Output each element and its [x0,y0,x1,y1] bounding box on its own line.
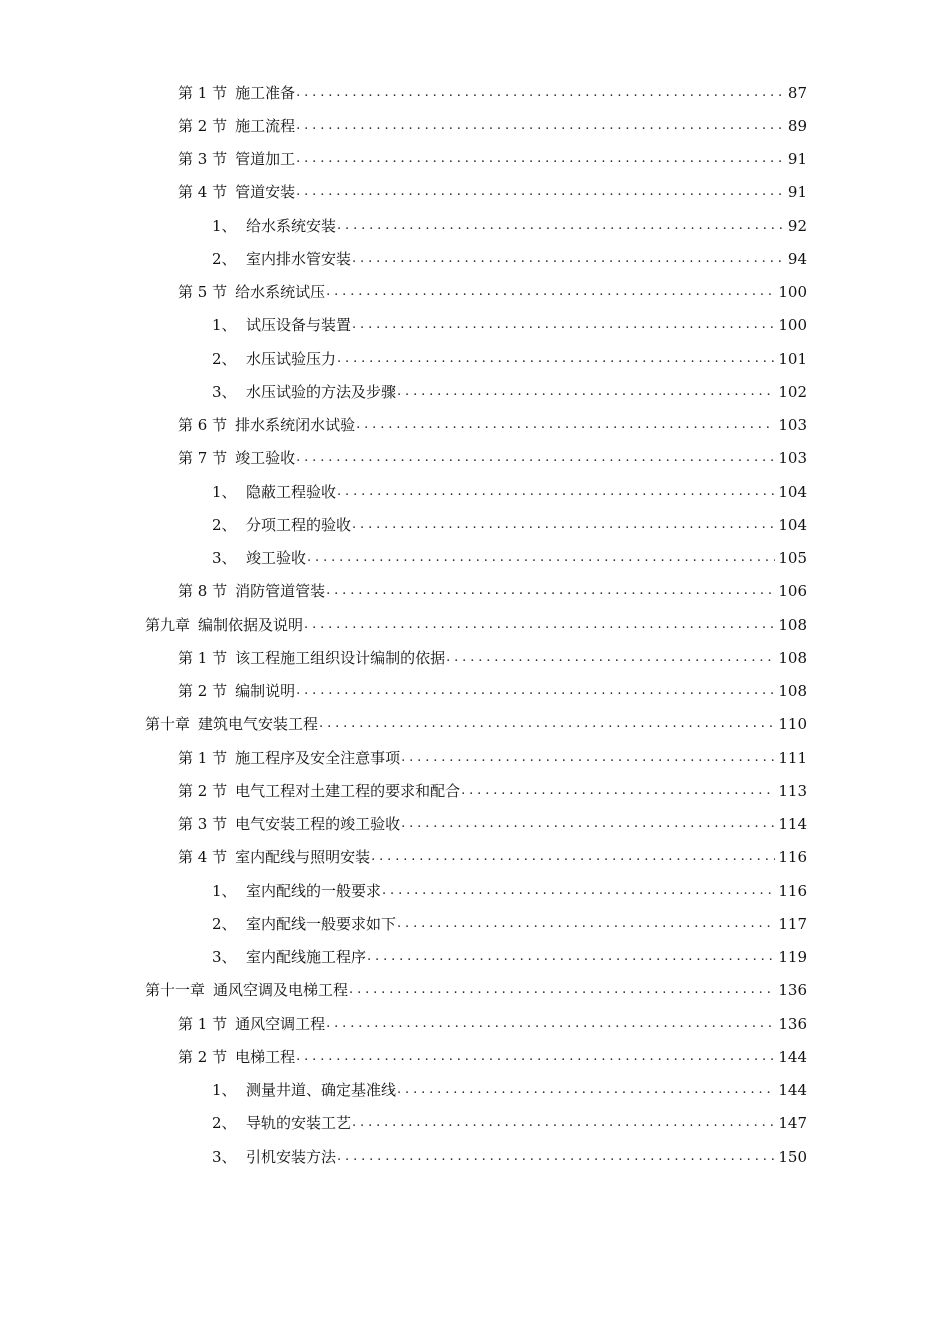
toc-entry-label [212,548,306,568]
toc-entry-label [212,349,336,369]
toc-section-entry[interactable] [0,442,950,475]
toc-subsection-entry[interactable] [0,375,950,408]
toc-section-entry[interactable] [0,409,950,442]
toc-entry-title: 导轨的安装工艺 [246,1114,352,1133]
toc-entry-title: 竣工验收 [235,449,296,468]
toc-entry-label [178,814,400,834]
toc-entry-number: 2、 [212,349,237,368]
toc-entry-title: 电气工程对土建工程的要求和配合 [235,781,461,800]
toc-section-entry[interactable] [0,1040,950,1073]
toc-page-number: 103 [778,449,807,468]
toc-entry-title: 给水系统试压 [235,283,326,302]
toc-section-entry[interactable] [0,641,950,674]
toc-dot-leader [296,83,785,103]
toc-page-number: 144 [778,1047,807,1066]
toc-page-number: 103 [778,416,807,435]
toc-entry-title: 试压设备与装置 [246,316,352,335]
toc-entry-number: 2、 [212,914,237,933]
toc-page-number: 104 [778,515,807,534]
toc-entry-title: 编制依据及说明 [198,615,304,634]
toc-dot-leader [326,581,775,601]
toc-entry-title: 编制说明 [235,682,296,701]
toc-entry-label [178,847,370,867]
toc-entry-title: 水压试验压力 [246,349,337,368]
toc-page-number: 102 [778,382,807,401]
toc-entry-number: 3、 [212,382,237,401]
toc-entry-label [178,83,295,103]
toc-entry-label [178,116,295,136]
toc-page-number: 147 [778,1114,807,1133]
toc-entry-label [178,1047,295,1067]
toc-entry-label [212,1080,396,1100]
toc-section-entry[interactable] [0,741,950,774]
toc-entry-label [178,182,295,202]
toc-entry-number: 第 1 节 [178,1014,228,1033]
toc-entry-title: 室内排水管安装 [246,249,352,268]
toc-page-number: 91 [787,150,807,169]
toc-subsection-entry[interactable] [0,1074,950,1107]
toc-entry-title: 电梯工程 [235,1047,296,1066]
toc-entry-number: 第 2 节 [178,781,228,800]
toc-entry-label [212,382,396,402]
toc-entry-label [212,515,351,535]
toc-entry-number: 1、 [212,881,237,900]
toc-entry-number: 第 1 节 [178,83,228,102]
toc-entry-title: 管道加工 [235,150,296,169]
toc-entry-title: 施工准备 [235,83,296,102]
toc-page-number: 113 [778,781,807,800]
toc-entry-label [178,748,400,768]
toc-entry-title: 分项工程的验收 [246,515,352,534]
toc-dot-leader [367,947,775,967]
toc-chapter-entry[interactable] [0,608,950,641]
toc-subsection-entry[interactable] [0,475,950,508]
toc-entry-number: 第 1 节 [178,748,228,767]
toc-entry-label [212,482,336,502]
toc-entry-title: 室内配线的一般要求 [246,881,382,900]
toc-page-number: 101 [778,349,807,368]
toc-subsection-entry[interactable] [0,508,950,541]
toc-entry-number: 1、 [212,316,237,335]
toc-page-number: 111 [778,748,807,767]
toc-entry-number: 1、 [212,216,237,235]
toc-section-entry[interactable] [0,841,950,874]
toc-dot-leader [397,914,775,934]
toc-dot-leader [337,349,775,369]
toc-entry-title: 水压试验的方法及步骤 [246,382,397,401]
toc-section-entry[interactable] [0,1007,950,1040]
toc-subsection-entry[interactable] [0,1140,950,1173]
toc-entry-number: 第九章 [145,615,191,634]
toc-dot-leader [352,1113,775,1133]
toc-entry-number: 3、 [212,948,237,967]
toc-entry-label [145,615,303,635]
toc-dot-leader [461,781,775,801]
toc-entry-title: 测量井道、确定基准线 [246,1081,397,1100]
toc-entry-title: 排水系统闭水试验 [235,416,356,435]
toc-dot-leader [307,548,775,568]
toc-subsection-entry[interactable] [0,342,950,375]
toc-entry-title: 室内配线与照明安装 [235,848,371,867]
toc-entry-title: 室内配线一般要求如下 [246,914,397,933]
toc-subsection-entry[interactable] [0,907,950,940]
toc-entry-label [212,249,351,269]
toc-dot-leader [326,1014,775,1034]
toc-entry-label [178,149,295,169]
toc-page-number: 100 [778,316,807,335]
toc-dot-leader [296,681,775,701]
toc-entry-title: 隐蔽工程验收 [246,482,337,501]
toc-entry-title: 竣工验收 [246,549,307,568]
toc-chapter-entry[interactable] [0,974,950,1007]
toc-entry-title: 该工程施工组织设计编制的依据 [235,648,446,667]
toc-subsection-entry[interactable] [0,1107,950,1140]
toc-dot-leader [319,714,775,734]
toc-entry-number: 第 7 节 [178,449,228,468]
toc-dot-leader [337,1147,775,1167]
toc-entry-number: 第 2 节 [178,116,228,135]
toc-entry-title: 通风空调及电梯工程 [213,981,349,1000]
toc-entry-number: 第 8 节 [178,582,228,601]
toc-chapter-entry[interactable] [0,708,950,741]
toc-entry-label [178,681,295,701]
toc-entry-label [178,282,325,302]
toc-page-number: 136 [778,1014,807,1033]
toc-page-number: 108 [778,615,807,634]
toc-entry-label [145,714,318,734]
toc-page-number: 116 [778,881,807,900]
toc-dot-leader [296,116,785,136]
toc-entry-title: 施工流程 [235,116,296,135]
toc-entry-number: 第 3 节 [178,150,228,169]
toc-section-entry[interactable] [0,575,950,608]
toc-page-number: 108 [778,648,807,667]
toc-entry-number: 第 4 节 [178,183,228,202]
toc-page-number: 114 [778,815,807,834]
toc-entry-number: 第 2 节 [178,682,228,701]
toc-dot-leader [337,482,775,502]
toc-section-entry[interactable] [0,76,950,109]
toc-entry-label [212,947,366,967]
toc-entry-number: 第十一章 [145,981,206,1000]
toc-entry-number: 第 4 节 [178,848,228,867]
toc-page-number: 91 [787,183,807,202]
toc-page-number: 100 [778,283,807,302]
toc-entry-number: 第 5 节 [178,283,228,302]
toc-section-entry[interactable] [0,675,950,708]
toc-page-number: 144 [778,1081,807,1100]
toc-entry-title: 给水系统安装 [246,216,337,235]
toc-page-number: 150 [778,1147,807,1166]
toc-entry-number: 第 2 节 [178,1047,228,1066]
toc-dot-leader [296,149,785,169]
toc-entry-label [212,881,381,901]
toc-page-number: 110 [778,715,807,734]
toc-page-number: 105 [778,549,807,568]
toc-entry-label [178,448,295,468]
toc-entry-label [212,315,351,335]
toc-entry-number: 第 6 节 [178,416,228,435]
toc-subsection-entry[interactable] [0,242,950,275]
toc-dot-leader [382,881,775,901]
toc-entry-title: 室内配线施工程序 [246,948,367,967]
toc-entry-title: 电气安装工程的竣工验收 [235,815,401,834]
toc-entry-number: 第十章 [145,715,191,734]
toc-dot-leader [337,216,785,236]
toc-dot-leader [401,814,775,834]
toc-entry-label [178,581,325,601]
toc-section-entry[interactable] [0,808,950,841]
toc-dot-leader [397,382,775,402]
toc-entry-title: 消防管道管装 [235,582,326,601]
toc-subsection-entry[interactable] [0,209,950,242]
toc-subsection-entry[interactable] [0,309,950,342]
toc-dot-leader [304,615,775,635]
toc-page-number: 106 [778,582,807,601]
toc-entry-label [212,1113,351,1133]
toc-subsection-entry[interactable] [0,874,950,907]
toc-entry-number: 第 3 节 [178,815,228,834]
toc-entry-title: 建筑电气安装工程 [198,715,319,734]
toc-section-entry[interactable] [0,143,950,176]
toc-dot-leader [446,648,775,668]
toc-dot-leader [326,282,775,302]
toc-entry-title: 管道安装 [235,183,296,202]
toc-entry-label [212,914,396,934]
toc-dot-leader [296,448,775,468]
toc-entry-label [178,1014,325,1034]
toc-page-number: 116 [778,848,807,867]
toc-dot-leader [352,315,775,335]
toc-page-number: 136 [778,981,807,1000]
toc-dot-leader [352,515,775,535]
toc-entry-title: 引机安装方法 [246,1147,337,1166]
toc-subsection-entry[interactable] [0,941,950,974]
toc-section-entry[interactable] [0,774,950,807]
toc-entry-number: 2、 [212,1114,237,1133]
toc-entry-title: 通风空调工程 [235,1014,326,1033]
toc-dot-leader [371,847,775,867]
toc-entry-label [212,216,336,236]
table-of-contents [0,76,950,1173]
toc-dot-leader [352,249,785,269]
toc-page-number: 87 [787,83,807,102]
toc-dot-leader [296,1047,775,1067]
toc-entry-number: 2、 [212,515,237,534]
toc-dot-leader [296,182,785,202]
toc-page-number: 104 [778,482,807,501]
toc-page-number: 117 [778,914,807,933]
toc-page-number: 108 [778,682,807,701]
toc-dot-leader [356,415,775,435]
toc-dot-leader [401,748,775,768]
toc-entry-number: 2、 [212,249,237,268]
toc-entry-number: 第 1 节 [178,648,228,667]
toc-section-entry[interactable] [0,176,950,209]
toc-entry-number: 3、 [212,1147,237,1166]
toc-dot-leader [397,1080,775,1100]
toc-section-entry[interactable] [0,276,950,309]
toc-entry-title: 施工程序及安全注意事项 [235,748,401,767]
toc-page-number: 94 [787,249,807,268]
toc-page-number: 119 [778,948,807,967]
toc-page-number: 89 [787,116,807,135]
toc-subsection-entry[interactable] [0,542,950,575]
toc-page-number: 92 [787,216,807,235]
toc-section-entry[interactable] [0,109,950,142]
toc-entry-label [212,1147,336,1167]
toc-entry-number: 3、 [212,549,237,568]
toc-dot-leader [349,980,775,1000]
toc-entry-label [178,415,355,435]
toc-entry-label [178,648,445,668]
toc-entry-number: 1、 [212,1081,237,1100]
toc-entry-label [178,781,460,801]
toc-entry-label [145,980,348,1000]
toc-entry-number: 1、 [212,482,237,501]
